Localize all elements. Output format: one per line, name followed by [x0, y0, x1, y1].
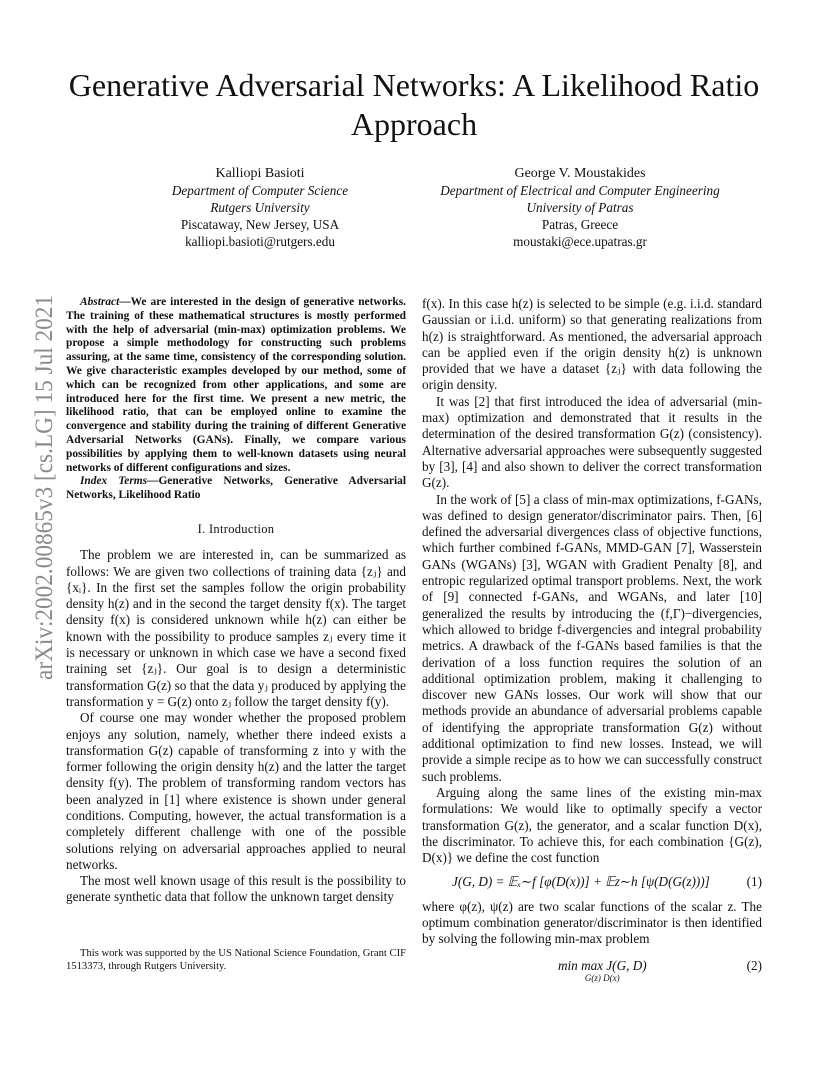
author-block-1 [110, 165, 410, 250]
equation-1-body: J(G, D) = 𝔼ₓ∼f [φ(D(x))] + 𝔼z∼h [ψ(D(G(z)))] [452, 874, 710, 890]
index-terms-label: Index Terms [80, 475, 148, 488]
equation-1 [422, 874, 762, 890]
equation-2-number: (2) [746, 957, 762, 973]
left-column [66, 296, 406, 906]
section-heading: I. Introduction [197, 521, 275, 536]
arxiv-watermark [8, 295, 68, 685]
footnote-text: This work was supported by the US National Science Foundation, Grant CIF 1513373, through Rutgers University. [66, 948, 407, 972]
equation-1-number: (1) [746, 874, 762, 890]
equation-2-subscript: G(z) D(x) [584, 972, 620, 983]
paragraph: It was [2] that first introduced the idea of adversarial (min-max) optimization and demonstrated that it results in the determination of the desired transformation G(z) (consistency). Alternative adversarial approaches were subsequently suggested by [3], [4] and also shown to deliver the correct transformation G(z). [422, 393, 762, 491]
abstract-label: Abstract [80, 296, 120, 308]
footnote [66, 947, 406, 973]
abstract-text: —We are interested in the design of generative networks. The training of these mathematical structures is mostly performed with the help of adversarial (min-max) optimization problems. We propose a simple methodology for constructing such problems assuring, at the same time, consistency of the corresponding solution. We give characteristic examples developed by our method, some of which can be recognized from other applications, and some are introduced here for the first time. We present a new metric, the likelihood ratio, that can be employed online to examine the convergence and stability during the training of different Generative Adversarial Networks (GANs). Finally, we compare various possibilities by applying them to well-known datasets using neural networks of different configurations and sizes. [66, 296, 406, 474]
author-department: Department of Computer Science [171, 183, 349, 198]
arxiv-id: arXiv:2002.00865v3 [cs.LG] 15 Jul 2021 [31, 295, 58, 680]
abstract [66, 296, 406, 475]
author-email: moustaki@ece.upatras.gr [513, 234, 647, 249]
paragraph: Arguing along the same lines of the existing min-max formulations: We would like to optimally specify a vector transformation G(z), the generator, and a scalar function D(x), the discriminator. To achieve this, for each combination {G(z), D(x)} we define the cost function [422, 784, 762, 866]
author-name: George V. Moustakides [514, 166, 646, 181]
paragraph: In the work of [5] a class of min-max optimizations, f-GANs, was defined to design generator/discriminator pairs. Then, [6] defined the adversarial divergences class of objective functions, which further combined f-GANs, MMD-GAN [7], Wasserstein GANs (WGANs) [3], WGAN with Gradient Penalty [8], and entropic regularized optimal transport problems. Next, the work of [9] connected f-GANs, and WGANs, and later [10] generalized the results by introducing the (f,Γ)−divergencies, which allowed to bridge f-divergencies and integral probability metrics. A drawback of the f-GANs based families is that the derivation of a loss function requires the solution of an additional optimization problem, making it challenging to discover new GANs losses. Our work will show that our methods provide an abundance of adversarial problems capable of identifying the appropriate transformation G(z) without additional optimization to find new losses. Instead, we will provide a simple recipe as to how we can successfully construct such problems. [422, 491, 762, 784]
equation-2 [422, 958, 762, 983]
paragraph: Of course one may wonder whether the proposed problem enjoys any solution, namely, whether there indeed exists a transformation G(z) capable of transforming z into y with the former following the origin density h(z) and the latter the target density f(y). The problem of transforming random vectors has been analyzed in [1] where existence is shown under general conditions. Computing, however, the actual transformation is a completely different challenge with one of the possible solutions relying on adversarial approaches applied to neural networks. [66, 710, 406, 872]
author-block-2 [380, 165, 780, 250]
paper-title: Generative Adversarial Networks: A Likelihood Ratio Approach [68, 67, 760, 142]
paragraph: where φ(z), ψ(z) are two scalar functions of the scalar z. The optimum combination generator/discriminator is then identified by solving the following min-max problem [422, 898, 762, 947]
paragraph: The problem we are interested in, can be summarized as follows: We are given two collections of training data {zⱼ} and {xᵢ}. In the first set the samples follow the origin probability density h(z) and in the second the target density f(x). The target density f(x) is considered unknown while h(z) can either be known with the possibility to produce samples zⱼ every time it is necessary or unknown in which case we have a second fixed training set {zⱼ}. Our goal is to design a deterministic transformation G(z) so that the data yⱼ produced by applying the transformation y = G(z) onto zⱼ follow the target density f(y). [66, 547, 406, 709]
author-department: Department of Electrical and Computer Engineering [440, 183, 720, 198]
index-terms-text: —Generative Networks, Generative Adversarial Networks, Likelihood Ratio [66, 475, 406, 502]
author-email: kalliopi.basioti@rutgers.edu [185, 234, 335, 249]
author-location: Piscataway, New Jersey, USA [180, 217, 340, 232]
equation-2-body [558, 958, 647, 983]
paragraph: f(x). In this case h(z) is selected to be simple (e.g. i.i.d. standard Gaussian or i.i.d. uniform) so that generating realizations from h(z) is straightforward. As mentioned, the adversarial approach can be applied even if the origin density h(z) is unknown provided that we have a dataset {zⱼ} with data following the origin density. [422, 296, 762, 393]
author-location: Patras, Greece [541, 217, 619, 232]
right-column [422, 296, 762, 983]
author-university: Rutgers University [210, 200, 310, 215]
index-terms [66, 475, 406, 503]
equation-2-text: min max J(G, D) [557, 957, 647, 973]
paragraph: The most well known usage of this result is the possibility to generate synthetic data that follow the unknown target density [66, 873, 406, 905]
author-name: Kalliopi Basioti [215, 166, 305, 181]
author-university: University of Patras [526, 200, 634, 215]
